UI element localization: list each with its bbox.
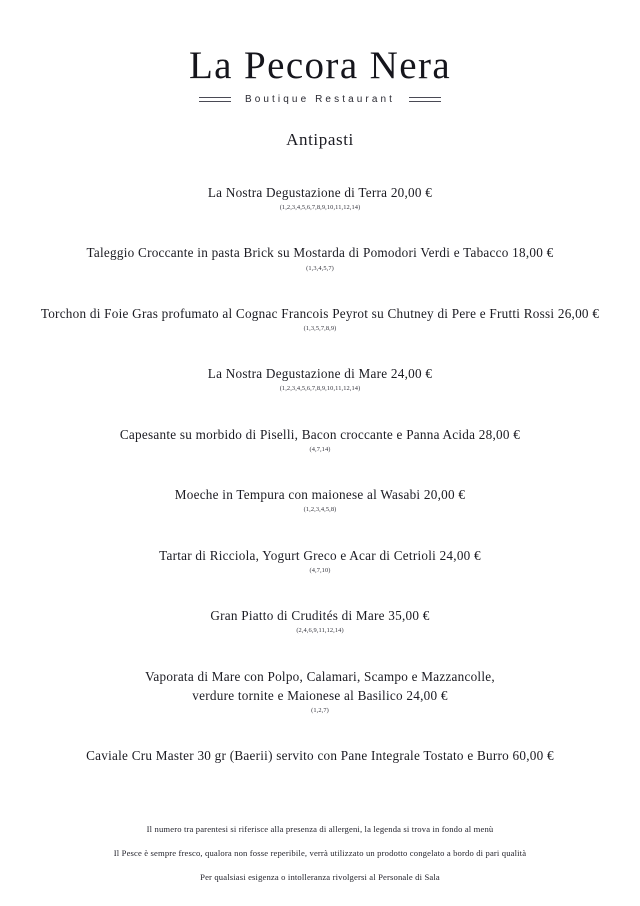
menu-item-allergens: (4,7,14) — [309, 445, 331, 453]
menu-item — [0, 364, 640, 393]
restaurant-tagline: Boutique Restaurant — [244, 93, 396, 105]
menu-item-name: La Nostra Degustazione di Mare 24,00 € — [207, 366, 433, 382]
menu-item-name: Taleggio Croccante in pasta Brick su Mostarda di Pomodori Verdi e Tabacco 18,00 € — [86, 245, 554, 261]
section-heading-antipasti: Antipasti — [286, 129, 354, 149]
menu-item — [0, 304, 640, 333]
menu-item-allergens: (2,4,6,9,11,12,14) — [296, 627, 344, 635]
footer-note-fish: Il Pesce è sempre fresco, qualora non fosse reperibile, verrà utilizzato un prodotto congelato a bordo di pari qualità — [113, 848, 527, 859]
menu-item-name: Moeche in Tempura con maionese al Wasabi 20,00 € — [174, 487, 466, 503]
double-rule-right-icon — [409, 97, 441, 102]
menu-item-allergens: (1,3,4,5,7) — [306, 264, 334, 272]
menu-item-allergens: (4,7,10) — [309, 566, 331, 574]
menu-item — [0, 667, 640, 716]
menu-item-allergens: (1,2,3,4,5,8) — [303, 506, 337, 514]
menu-item — [0, 746, 640, 765]
footer-notes — [0, 823, 640, 884]
menu-item — [0, 606, 640, 635]
menu-item-allergens: (1,2,3,4,5,6,7,8,9,10,11,12,14) — [279, 204, 361, 212]
menu-item — [0, 425, 640, 454]
menu-item — [0, 546, 640, 575]
menu-item-name: La Nostra Degustazione di Terra 20,00 € — [207, 184, 433, 200]
menu-item-allergens: (1,3,5,7,8,9) — [303, 325, 337, 333]
brand-subtitle-row — [0, 94, 640, 105]
double-rule-left-icon — [199, 97, 231, 102]
restaurant-name: La Pecora Nera — [188, 44, 452, 87]
menu-item-name: Capesante su morbido di Piselli, Bacon croccante e Panna Acida 28,00 € — [119, 426, 521, 442]
menu-item-name: Vaporata di Mare con Polpo, Calamari, Scampo e Mazzancolle, verdure tornite e Maionese al Basilico 24,00 € — [145, 668, 495, 703]
menu-item-allergens: (1,2,3,4,5,6,7,8,9,10,11,12,14) — [279, 385, 361, 393]
footer-note-intolerances: Per qualsiasi esigenza o intolleranza rivolgersi al Personale di Sala — [200, 872, 440, 883]
menu-item — [0, 485, 640, 514]
menu-item-list — [0, 183, 640, 766]
footer-note-allergens: Il numero tra parentesi si riferisce alla presenza di allergeni, la legenda si trova in fondo al menù — [146, 824, 494, 835]
menu-item-name: Tartar di Ricciola, Yogurt Greco e Acar di Cetrioli 24,00 € — [159, 547, 481, 563]
menu-item — [0, 243, 640, 272]
menu-item-name: Torchon di Foie Gras profumato al Cognac Francois Peyrot su Chutney di Pere e Frutti Rossi 26,00 € — [40, 305, 600, 321]
menu-item-allergens: (1,2,7) — [311, 706, 329, 714]
menu-item-name: Gran Piatto di Crudités di Mare 35,00 € — [210, 608, 430, 624]
menu-item — [0, 183, 640, 212]
masthead — [0, 0, 640, 105]
menu-item-name: Caviale Cru Master 30 gr (Baerii) servito con Pane Integrale Tostato e Burro 60,00 € — [86, 748, 554, 764]
